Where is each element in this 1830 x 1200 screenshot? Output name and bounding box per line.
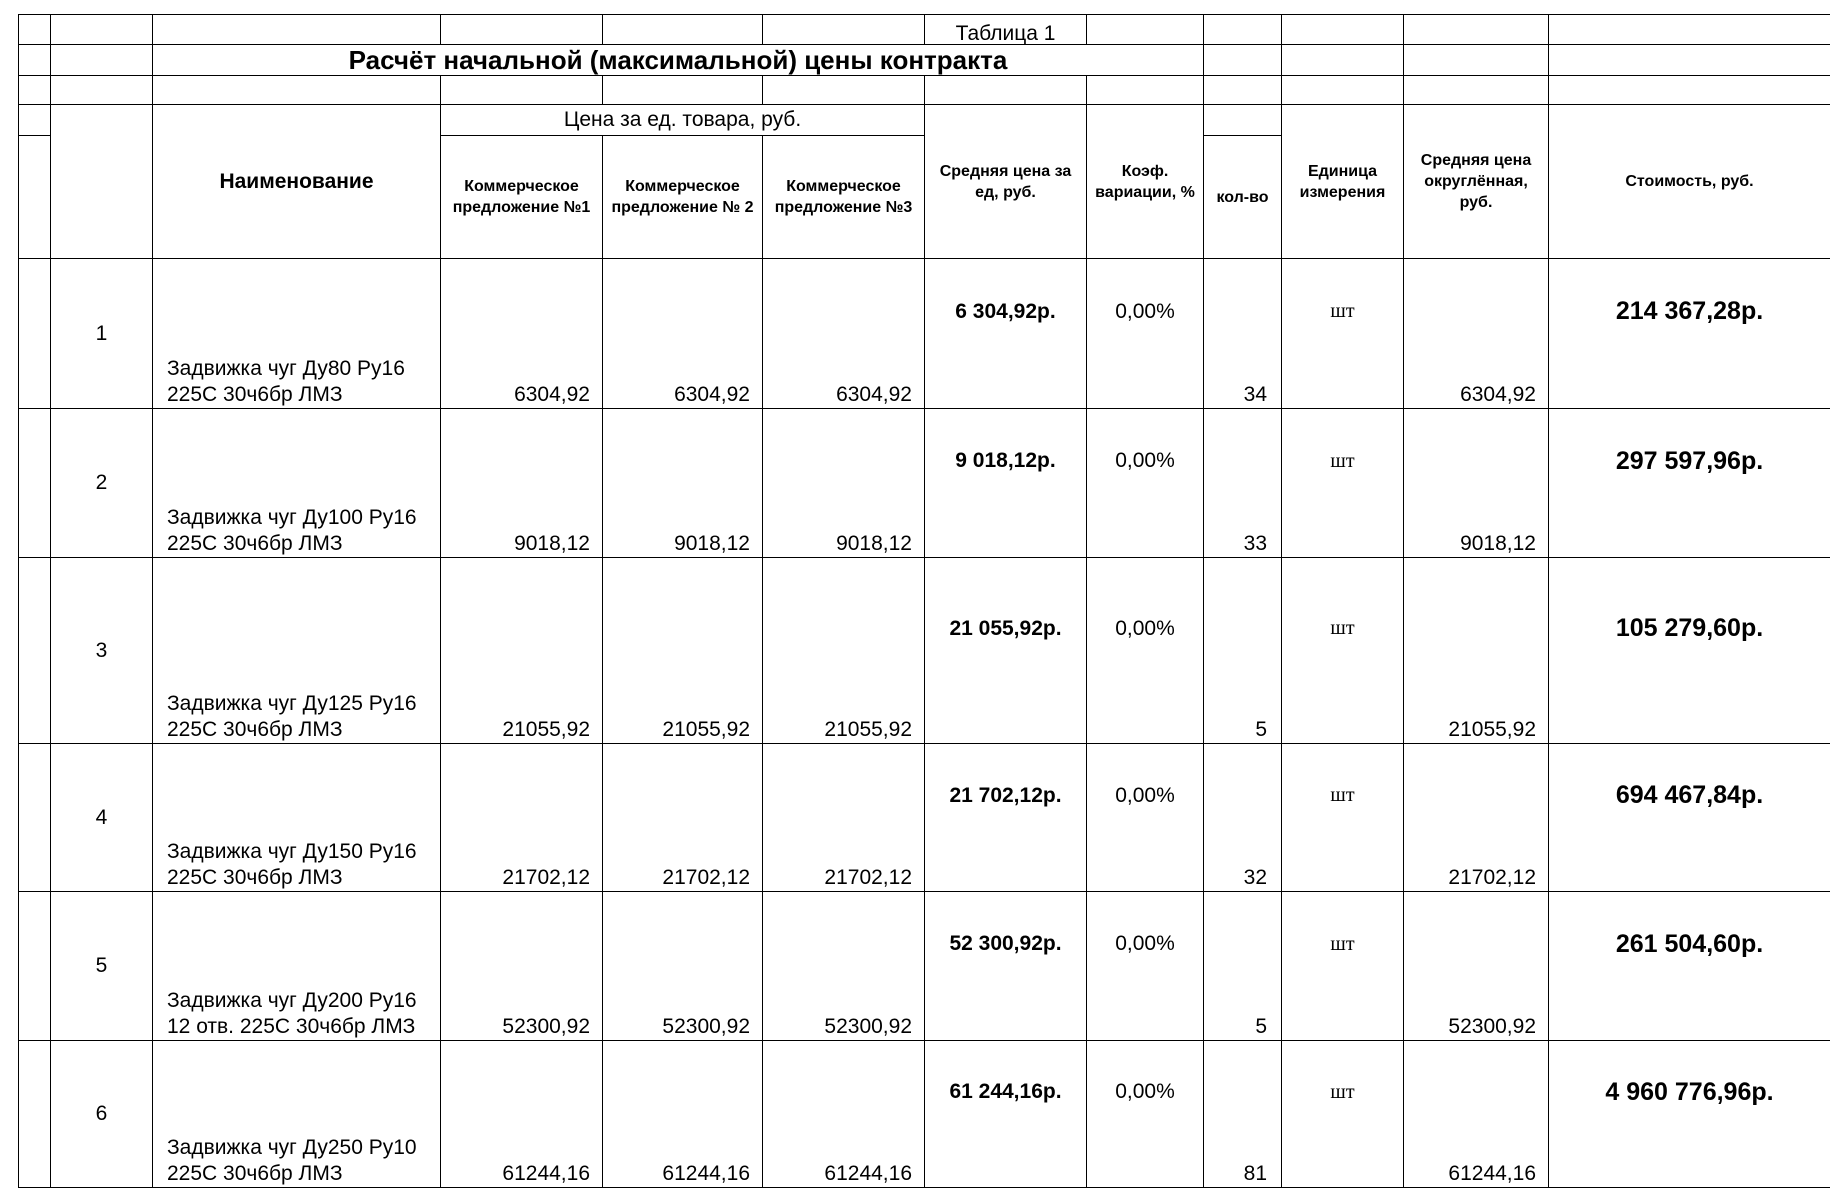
cell[interactable] bbox=[1087, 15, 1204, 45]
cell[interactable] bbox=[1549, 45, 1830, 76]
unit-cell[interactable] bbox=[1282, 259, 1404, 409]
offer-1-price[interactable]: 61244,16 bbox=[441, 1041, 603, 1188]
cell[interactable] bbox=[1204, 105, 1282, 136]
offer-3-price[interactable]: 21055,92 bbox=[763, 558, 925, 744]
coef-value: 0,00% bbox=[1115, 1080, 1175, 1103]
unit-cell[interactable] bbox=[1282, 409, 1404, 558]
unit-value: шт bbox=[1330, 784, 1355, 806]
avg-rounded[interactable]: 9018,12 bbox=[1404, 409, 1549, 558]
unit-value: шт bbox=[1330, 932, 1355, 955]
unit-cell[interactable] bbox=[1282, 558, 1404, 744]
table-row bbox=[19, 259, 1830, 409]
cell[interactable] bbox=[1404, 45, 1549, 76]
header-price-group[interactable]: Цена за ед. товара, руб. bbox=[441, 105, 925, 136]
avg-price: 61 244,16р. bbox=[949, 1080, 1062, 1103]
cost-cell[interactable] bbox=[1549, 259, 1830, 409]
empty-row bbox=[19, 76, 1830, 105]
cell[interactable] bbox=[925, 76, 1087, 105]
cell[interactable] bbox=[441, 76, 603, 105]
cell[interactable] bbox=[1404, 15, 1549, 45]
quantity[interactable]: 5 bbox=[1204, 558, 1282, 744]
cell[interactable] bbox=[1282, 15, 1404, 45]
table-row bbox=[19, 409, 1830, 558]
cell[interactable] bbox=[1549, 76, 1830, 105]
cell[interactable] bbox=[603, 76, 763, 105]
cell[interactable] bbox=[1204, 76, 1282, 105]
unit-value: шт bbox=[1330, 617, 1355, 639]
caption-row bbox=[19, 15, 1830, 45]
header-num[interactable] bbox=[51, 105, 153, 259]
avg-price-cell[interactable] bbox=[925, 409, 1087, 558]
coef-cell[interactable] bbox=[1087, 558, 1204, 744]
cell[interactable] bbox=[153, 15, 441, 45]
cell[interactable] bbox=[19, 76, 51, 105]
offer-3-price[interactable]: 6304,92 bbox=[763, 259, 925, 409]
offer-3-price[interactable]: 9018,12 bbox=[763, 409, 925, 558]
avg-price-cell[interactable] bbox=[925, 558, 1087, 744]
table-caption[interactable]: Таблица 1 bbox=[925, 15, 1087, 45]
unit-cell[interactable] bbox=[1282, 892, 1404, 1041]
offer-1-price[interactable]: 9018,12 bbox=[441, 409, 603, 558]
avg-price-cell[interactable] bbox=[925, 744, 1087, 892]
coef-cell[interactable] bbox=[1087, 259, 1204, 409]
cell[interactable] bbox=[19, 892, 51, 1041]
avg-price: 6 304,92р. bbox=[955, 299, 1056, 323]
avg-price: 21 702,12р. bbox=[949, 783, 1062, 807]
header-offer-1[interactable]: Коммерческое предложение №1 bbox=[441, 136, 603, 259]
offer-2-price[interactable]: 52300,92 bbox=[603, 892, 763, 1041]
cell[interactable] bbox=[19, 1041, 51, 1188]
offer-2-price[interactable]: 9018,12 bbox=[603, 409, 763, 558]
cell[interactable] bbox=[19, 744, 51, 892]
avg-price-cell[interactable] bbox=[925, 259, 1087, 409]
cost-value: 694 467,84р. bbox=[1615, 781, 1764, 809]
coef-cell[interactable] bbox=[1087, 744, 1204, 892]
cell[interactable] bbox=[763, 76, 925, 105]
offer-1-price[interactable]: 21702,12 bbox=[441, 744, 603, 892]
price-calculation-table bbox=[18, 14, 1830, 1188]
avg-price-cell[interactable] bbox=[925, 1041, 1087, 1188]
offer-2-price[interactable]: 6304,92 bbox=[603, 259, 763, 409]
cell[interactable] bbox=[603, 15, 763, 45]
cell[interactable] bbox=[441, 15, 603, 45]
cost-cell[interactable] bbox=[1549, 409, 1830, 558]
cell[interactable] bbox=[1282, 76, 1404, 105]
unit-cell[interactable] bbox=[1282, 744, 1404, 892]
cell[interactable] bbox=[1087, 76, 1204, 105]
quantity[interactable]: 32 bbox=[1204, 744, 1282, 892]
avg-rounded[interactable]: 52300,92 bbox=[1404, 892, 1549, 1041]
row-number[interactable]: 1 bbox=[51, 259, 153, 409]
offer-2-price[interactable]: 61244,16 bbox=[603, 1041, 763, 1188]
row-number[interactable]: 5 bbox=[51, 892, 153, 1041]
cost-value: 261 504,60р. bbox=[1615, 929, 1764, 958]
cost-cell[interactable] bbox=[1549, 1041, 1830, 1188]
coef-cell[interactable] bbox=[1087, 892, 1204, 1041]
cell[interactable] bbox=[763, 15, 925, 45]
coef-value: 0,00% bbox=[1115, 616, 1175, 640]
cell[interactable] bbox=[1282, 45, 1404, 76]
avg-rounded[interactable]: 61244,16 bbox=[1404, 1041, 1549, 1188]
offer-3-price[interactable]: 61244,16 bbox=[763, 1041, 925, 1188]
coef-value: 0,00% bbox=[1115, 932, 1175, 955]
quantity[interactable]: 81 bbox=[1204, 1041, 1282, 1188]
row-number[interactable]: 2 bbox=[51, 409, 153, 558]
cost-value: 214 367,28р. bbox=[1615, 297, 1764, 325]
cell[interactable] bbox=[51, 15, 153, 45]
row-number[interactable]: 3 bbox=[51, 558, 153, 744]
avg-rounded[interactable]: 21702,12 bbox=[1404, 744, 1549, 892]
cell[interactable] bbox=[1204, 15, 1282, 45]
header-avg-price[interactable]: Средняя цена за ед, руб. bbox=[925, 105, 1087, 259]
unit-value: шт bbox=[1330, 300, 1355, 322]
table-row bbox=[19, 892, 1830, 1041]
item-name[interactable]: Задвижка чуг Ду200 Ру16 12 отв. 225С 30ч6бр ЛМЗ bbox=[153, 892, 441, 1041]
cell[interactable] bbox=[51, 45, 153, 76]
cell[interactable] bbox=[19, 45, 51, 76]
coef-cell[interactable] bbox=[1087, 409, 1204, 558]
unit-value: шт bbox=[1330, 1080, 1355, 1103]
header-avg-rounded[interactable]: Средняя цена округлённая, руб. bbox=[1404, 105, 1549, 259]
cell[interactable] bbox=[19, 136, 51, 259]
unit-value: шт bbox=[1330, 449, 1355, 472]
avg-rounded[interactable]: 21055,92 bbox=[1404, 558, 1549, 744]
row-number[interactable]: 6 bbox=[51, 1041, 153, 1188]
offer-2-price[interactable]: 21702,12 bbox=[603, 744, 763, 892]
cost-cell[interactable] bbox=[1549, 744, 1830, 892]
cell[interactable] bbox=[1549, 15, 1830, 45]
header-row-1 bbox=[19, 105, 1830, 136]
item-name[interactable]: Задвижка чуг Ду125 Ру16 225С 30ч6бр ЛМЗ bbox=[153, 558, 441, 744]
cell[interactable] bbox=[19, 105, 51, 136]
item-name[interactable]: Задвижка чуг Ду150 Ру16 225С 30ч6бр ЛМЗ bbox=[153, 744, 441, 892]
cell[interactable] bbox=[19, 259, 51, 409]
item-name[interactable]: Задвижка чуг Ду100 Ру16 225С 30ч6бр ЛМЗ bbox=[153, 409, 441, 558]
header-offer-3[interactable]: Коммерческое предложение №3 bbox=[763, 136, 925, 259]
avg-price-cell[interactable] bbox=[925, 892, 1087, 1041]
offer-2-price[interactable]: 21055,92 bbox=[603, 558, 763, 744]
header-offer-2[interactable]: Коммерческое предложение № 2 bbox=[603, 136, 763, 259]
offer-1-price[interactable]: 21055,92 bbox=[441, 558, 603, 744]
cost-value: 297 597,96р. bbox=[1615, 446, 1764, 475]
offer-3-price[interactable]: 21702,12 bbox=[763, 744, 925, 892]
quantity[interactable]: 5 bbox=[1204, 892, 1282, 1041]
cost-value: 4 960 776,96р. bbox=[1605, 1077, 1774, 1106]
cell[interactable] bbox=[1404, 76, 1549, 105]
quantity[interactable]: 34 bbox=[1204, 259, 1282, 409]
cell[interactable] bbox=[19, 409, 51, 558]
header-cost[interactable]: Стоимость, руб. bbox=[1549, 105, 1830, 259]
cost-cell[interactable] bbox=[1549, 892, 1830, 1041]
avg-price: 9 018,12р. bbox=[955, 449, 1056, 472]
header-unit[interactable]: Единица измерения bbox=[1282, 105, 1404, 259]
cell[interactable] bbox=[1204, 45, 1282, 76]
avg-price: 21 055,92р. bbox=[949, 616, 1062, 640]
cell[interactable] bbox=[19, 15, 51, 45]
cost-cell[interactable] bbox=[1549, 558, 1830, 744]
cell[interactable] bbox=[19, 558, 51, 744]
row-number[interactable]: 4 bbox=[51, 744, 153, 892]
offer-1-price[interactable]: 52300,92 bbox=[441, 892, 603, 1041]
coef-cell[interactable] bbox=[1087, 1041, 1204, 1188]
avg-rounded[interactable]: 6304,92 bbox=[1404, 259, 1549, 409]
coef-value: 0,00% bbox=[1115, 783, 1175, 807]
cost-value: 105 279,60р. bbox=[1615, 614, 1764, 642]
offer-1-price[interactable]: 6304,92 bbox=[441, 259, 603, 409]
item-name[interactable]: Задвижка чуг Ду80 Ру16 225С 30ч6бр ЛМЗ bbox=[153, 259, 441, 409]
title-row bbox=[19, 45, 1830, 76]
header-qty[interactable]: кол-во bbox=[1204, 136, 1282, 259]
unit-cell[interactable] bbox=[1282, 1041, 1404, 1188]
cell[interactable] bbox=[51, 76, 153, 105]
document-title[interactable]: Расчёт начальной (максимальной) цены контракта bbox=[153, 45, 1204, 76]
offer-3-price[interactable]: 52300,92 bbox=[763, 892, 925, 1041]
table-row bbox=[19, 558, 1830, 744]
item-name[interactable]: Задвижка чуг Ду250 Ру10 225С 30ч6бр ЛМЗ bbox=[153, 1041, 441, 1188]
header-coef[interactable]: Коэф. вариации, % bbox=[1087, 105, 1204, 259]
spreadsheet-sheet bbox=[18, 14, 1830, 1188]
table-row bbox=[19, 1041, 1830, 1188]
quantity[interactable]: 33 bbox=[1204, 409, 1282, 558]
header-name[interactable]: Наименование bbox=[153, 105, 441, 259]
coef-value: 0,00% bbox=[1115, 299, 1175, 323]
table-row bbox=[19, 744, 1830, 892]
cell[interactable] bbox=[153, 76, 441, 105]
avg-price: 52 300,92р. bbox=[949, 932, 1062, 955]
coef-value: 0,00% bbox=[1115, 449, 1175, 472]
